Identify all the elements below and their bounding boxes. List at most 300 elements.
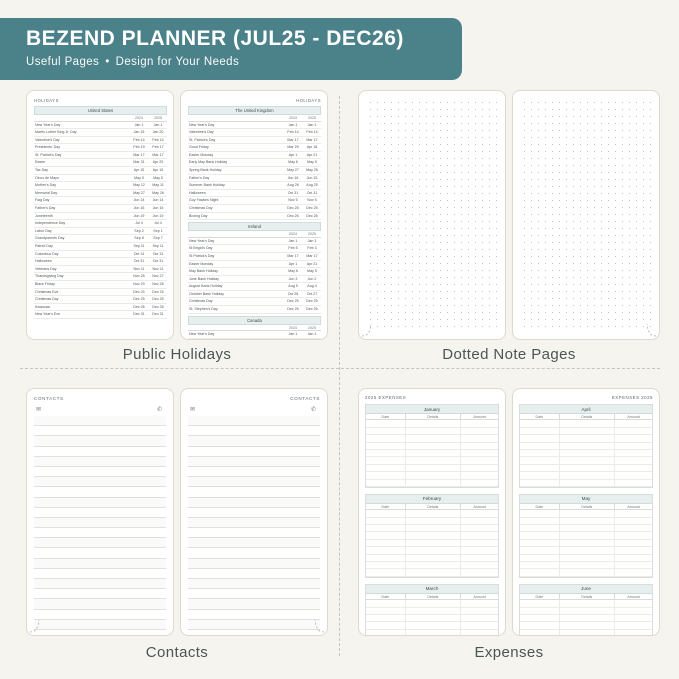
phone-icon: ✆ [310, 407, 316, 413]
contact-entry-line[interactable] [188, 528, 320, 538]
expenses-row[interactable] [366, 457, 498, 464]
holiday-date-2025: Feb 14 [152, 137, 164, 142]
holiday-row [34, 175, 167, 183]
holiday-name: August Bank Holiday [189, 284, 223, 289]
holiday-date-2024: Mar 29 [287, 145, 299, 150]
envelope-icon: ✉ [190, 407, 196, 413]
holiday-date-2024: Jun 3 [288, 276, 298, 281]
page-title: BEZEND PLANNER (JUL25 - DEC26) [26, 27, 404, 50]
holiday-row [34, 266, 167, 274]
holiday-date-2025: Jul 4 [154, 221, 162, 226]
holiday-date-2025: Jun 15 [306, 175, 318, 180]
expenses-row[interactable] [520, 525, 652, 532]
holiday-name: October Bank Holiday [189, 291, 224, 296]
expenses-row[interactable] [520, 457, 652, 464]
holidays-country-label: Canada [188, 316, 321, 325]
holiday-row [34, 304, 167, 312]
holiday-row [34, 273, 167, 281]
expenses-col-date: Date [366, 504, 406, 509]
holiday-row [34, 220, 167, 228]
holiday-date-2025: Dec 31 [152, 312, 164, 317]
holiday-date-2024: Mar 17 [287, 253, 299, 258]
expenses-row[interactable] [520, 555, 652, 562]
holiday-name: Martin Luther King Jr. Day [35, 130, 77, 135]
contact-entry-line[interactable] [34, 426, 166, 436]
holiday-name: June Bank Holiday [189, 276, 219, 281]
expenses-col-details: Details [406, 414, 461, 419]
holiday-date-2025: Aug 4 [307, 284, 317, 289]
contact-entry-line[interactable] [188, 447, 320, 457]
holiday-row [34, 228, 167, 236]
expenses-row[interactable] [520, 540, 652, 547]
holiday-name: New Year's Eve [35, 312, 61, 317]
holiday-row [188, 167, 321, 175]
holiday-name: Easter Monday [189, 261, 214, 266]
expenses-month-name: January [366, 405, 498, 414]
holiday-name: Boxing Day [189, 213, 208, 218]
contact-entry-line[interactable] [188, 630, 320, 636]
expenses-row[interactable] [520, 547, 652, 554]
holidays-right-header-label: HOLIDAYS [296, 98, 321, 103]
contact-entry-line[interactable] [34, 477, 166, 487]
expenses-row[interactable] [366, 608, 498, 615]
expenses-right-header [519, 395, 653, 400]
contact-entry-line[interactable] [34, 538, 166, 548]
holiday-date-2025: Jan 1 [307, 238, 317, 243]
holiday-row [34, 159, 167, 167]
contact-entry-line[interactable] [188, 599, 320, 609]
contact-entry-line[interactable] [188, 559, 320, 569]
contacts-right-header-label: CONTACTS [290, 396, 320, 401]
holiday-date-2025: Nov 28 [152, 281, 164, 286]
holiday-date-2025: Feb 14 [306, 130, 318, 135]
expenses-month-table [365, 404, 499, 488]
holidays-page-right [180, 90, 328, 340]
expenses-right-header-label: EXPENSES 2025 [611, 395, 653, 400]
expenses-row[interactable] [366, 622, 498, 629]
holiday-date-2024: Nov 28 [133, 274, 145, 279]
expenses-row[interactable] [366, 465, 498, 472]
holiday-row [188, 152, 321, 160]
holiday-name: Columbus Day [35, 251, 59, 256]
dot-grid [521, 99, 651, 331]
expenses-month-name: May [520, 495, 652, 504]
caption-public-holidays: Public Holidays [122, 346, 232, 363]
holiday-name: Labor Day [35, 228, 52, 233]
holiday-date-2024: Sep 2 [134, 228, 144, 233]
contacts-left-header-label: CONTACTS [34, 396, 64, 401]
holidays-column-header: 2024 2025 [188, 116, 321, 122]
holiday-date-2024: Mar 17 [133, 152, 145, 157]
holiday-date-2025: Sep 1 [153, 228, 163, 233]
holiday-date-2024: Apr 1 [288, 261, 298, 266]
holiday-date-2025: Jan 20 [152, 130, 164, 135]
expenses-month-table [519, 494, 653, 578]
holiday-name: Christmas Day [35, 297, 59, 302]
contact-entry-line[interactable] [188, 548, 320, 558]
holiday-date-2025: May 26 [306, 168, 318, 173]
holiday-date-2024: Aug 26 [287, 183, 299, 188]
expenses-row[interactable] [366, 420, 498, 427]
dotted-page-right [512, 90, 660, 340]
holiday-date-2025: Jun 14 [152, 198, 164, 203]
contact-entry-line[interactable] [34, 436, 166, 446]
expenses-row[interactable] [520, 615, 652, 622]
holiday-date-2024: Apr 15 [133, 168, 145, 173]
holiday-date-2024: May 6 [288, 269, 298, 274]
holiday-row [188, 175, 321, 183]
contact-entry-line[interactable] [188, 467, 320, 477]
holiday-name: Memorial Day [35, 190, 58, 195]
holiday-row [34, 243, 167, 251]
holiday-date-2025: Oct 13 [152, 251, 164, 256]
holiday-date-2024: Jan 1 [288, 332, 298, 337]
expenses-row[interactable] [366, 435, 498, 442]
expenses-row[interactable] [520, 465, 652, 472]
contact-entry-line[interactable] [34, 599, 166, 609]
expenses-row[interactable] [520, 420, 652, 427]
contact-entry-line[interactable] [188, 436, 320, 446]
holiday-row [34, 289, 167, 297]
holiday-date-2024: Oct 31 [287, 190, 299, 195]
holiday-date-2024: Jan 1 [288, 238, 298, 243]
dotted-spread [358, 90, 660, 340]
contact-entry-line[interactable] [34, 579, 166, 589]
holiday-name: Father's Day [189, 175, 210, 180]
expenses-row[interactable] [366, 450, 498, 457]
holiday-name: St. Patrick's Day [35, 152, 62, 157]
holiday-row [34, 281, 167, 289]
divider-vertical [339, 96, 341, 656]
contact-entry-line[interactable] [188, 457, 320, 467]
expenses-row[interactable] [366, 630, 498, 636]
contact-entry-line[interactable] [34, 528, 166, 538]
holiday-date-2025: Apr 21 [306, 152, 318, 157]
holidays-col-2025: 2025 [154, 116, 162, 120]
expenses-row[interactable] [520, 510, 652, 517]
holiday-date-2025: Dec 25 [306, 299, 318, 304]
contact-entry-line[interactable] [34, 610, 166, 620]
contact-entry-line[interactable] [188, 498, 320, 508]
holiday-date-2025: Mar 17 [152, 152, 164, 157]
expenses-row[interactable] [366, 615, 498, 622]
header-banner [0, 18, 462, 80]
expenses-row[interactable] [366, 510, 498, 517]
expenses-right-months [519, 404, 653, 636]
holidays-right-blocks [188, 106, 321, 340]
contacts-page-left [26, 388, 174, 636]
holiday-name: Good Friday [189, 145, 209, 150]
holiday-row [34, 122, 167, 130]
holiday-name: Easter Monday [189, 152, 214, 157]
expenses-row[interactable] [520, 622, 652, 629]
expenses-col-details: Details [560, 594, 615, 599]
holiday-name: Flag Day [35, 198, 50, 203]
holiday-date-2024: Dec 26 [133, 304, 145, 309]
expenses-row[interactable] [520, 428, 652, 435]
holiday-date-2024: Dec 24 [133, 289, 145, 294]
holiday-row [188, 190, 321, 198]
contact-entry-line[interactable] [188, 610, 320, 620]
contact-entry-line[interactable] [34, 569, 166, 579]
expenses-row[interactable] [520, 608, 652, 615]
holiday-row [34, 296, 167, 304]
holiday-name: Presidents' Day [35, 145, 61, 150]
contacts-left-lines [34, 416, 166, 636]
holiday-name: Spring Bank Holiday [189, 168, 222, 173]
contact-entry-line[interactable] [34, 630, 166, 636]
holiday-date-2024: Aug 5 [288, 284, 298, 289]
holiday-name: Tax Day [35, 168, 48, 173]
holiday-date-2024: Dec 26 [287, 213, 299, 218]
holiday-row [34, 182, 167, 190]
expenses-row[interactable] [366, 480, 498, 487]
holiday-date-2024: Oct 14 [133, 251, 145, 256]
contact-entry-line[interactable] [34, 416, 166, 426]
holiday-name: May Bank Holiday [189, 269, 218, 274]
expenses-row[interactable] [366, 525, 498, 532]
holiday-row [34, 144, 167, 152]
expenses-row[interactable] [366, 600, 498, 607]
expenses-row[interactable] [366, 562, 498, 569]
expenses-row[interactable] [520, 443, 652, 450]
holiday-date-2025: Nov 27 [152, 274, 164, 279]
contact-entry-line[interactable] [34, 457, 166, 467]
holiday-date-2024: Dec 25 [287, 206, 299, 211]
holidays-page-left [26, 90, 174, 340]
holiday-row [188, 238, 321, 246]
holidays-left-rows [34, 122, 167, 319]
holiday-date-2025: Dec 25 [152, 297, 164, 302]
holiday-name: St Patrick's Day [189, 253, 215, 258]
contact-entry-line[interactable] [34, 589, 166, 599]
expenses-col-details: Details [406, 594, 461, 599]
contacts-left-header [34, 396, 166, 401]
holiday-row [188, 339, 321, 340]
holiday-name: Christmas Day [189, 299, 213, 304]
banner-subtitle-separator: • [105, 56, 110, 68]
holiday-date-2025: Sep 7 [153, 236, 163, 241]
holiday-date-2024: Nov 29 [133, 281, 145, 286]
contact-entry-line[interactable] [34, 620, 166, 630]
contact-entry-line[interactable] [188, 579, 320, 589]
expenses-row[interactable] [366, 472, 498, 479]
contact-entry-line[interactable] [188, 620, 320, 630]
holiday-name: Valentine's Day [35, 137, 60, 142]
holiday-date-2024: May 27 [133, 190, 145, 195]
holiday-date-2024: May 12 [133, 183, 145, 188]
holiday-date-2025: Dec 26 [306, 213, 318, 218]
envelope-icon: ✉ [36, 407, 42, 413]
holiday-date-2024: Jul 4 [135, 221, 143, 226]
holiday-date-2024: Sep 8 [134, 236, 144, 241]
holiday-date-2024: Oct 28 [287, 291, 299, 296]
expenses-month-table [365, 584, 499, 636]
holiday-date-2025: Dec 26 [152, 304, 164, 309]
holiday-date-2024: Jun 19 [133, 213, 145, 218]
holiday-date-2024: Feb 19 [133, 145, 145, 150]
expenses-row[interactable] [520, 630, 652, 636]
holiday-date-2025: Aug 25 [306, 183, 318, 188]
holiday-date-2024: Dec 25 [133, 297, 145, 302]
contact-entry-line[interactable] [188, 487, 320, 497]
holiday-name: Easter [35, 160, 46, 165]
holiday-date-2025: Apr 15 [152, 168, 164, 173]
contact-entry-line[interactable] [34, 447, 166, 457]
expenses-row[interactable] [520, 480, 652, 487]
holiday-date-2025: Jun 2 [307, 276, 317, 281]
contact-entry-line[interactable] [34, 518, 166, 528]
expenses-row[interactable] [366, 428, 498, 435]
contact-entry-line[interactable] [34, 559, 166, 569]
holidays-country-label: United States [34, 106, 167, 115]
holidays-column-header: 2024 2025 [188, 232, 321, 238]
expenses-month-name: June [520, 585, 652, 594]
contact-entry-line[interactable] [34, 498, 166, 508]
expenses-month-name: February [366, 495, 498, 504]
holiday-date-2025: Jan 1 [153, 122, 163, 127]
expenses-row[interactable] [520, 562, 652, 569]
holiday-name: New Year's Day [35, 122, 61, 127]
contact-entry-line[interactable] [34, 548, 166, 558]
expenses-row[interactable] [520, 532, 652, 539]
holiday-name: St Brigid's Day [189, 246, 213, 251]
contact-entry-line[interactable] [34, 487, 166, 497]
holiday-name: Veterans Day [35, 266, 57, 271]
contact-entry-line[interactable] [188, 569, 320, 579]
expenses-left-header-label: 2025 EXPENSES [365, 395, 407, 400]
expenses-row[interactable] [366, 540, 498, 547]
holiday-name: Cinco de Mayo [35, 175, 59, 180]
holiday-row [34, 129, 167, 137]
holiday-date-2024: May 27 [287, 168, 299, 173]
expenses-col-amount: Amount [627, 504, 640, 509]
contact-entry-line[interactable] [188, 518, 320, 528]
holiday-name: Juneteenth [35, 213, 53, 218]
contact-entry-line[interactable] [188, 426, 320, 436]
expenses-col-amount: Amount [473, 594, 486, 599]
contact-entry-line[interactable] [188, 538, 320, 548]
holiday-date-2025: Feb 3 [307, 246, 317, 251]
holiday-name: Christmas Day [189, 206, 213, 211]
expenses-row[interactable] [366, 532, 498, 539]
phone-icon: ✆ [156, 407, 162, 413]
holiday-date-2025: Jan 1 [307, 332, 317, 337]
holiday-date-2025: Mar 17 [306, 253, 318, 258]
expenses-row[interactable] [366, 555, 498, 562]
holidays-column-header: 2024 2025 [188, 326, 321, 332]
expenses-col-date: Date [366, 414, 406, 419]
holiday-name: Christmas Eve [35, 289, 59, 294]
contacts-spread [26, 388, 328, 636]
caption-expenses: Expenses [474, 644, 544, 661]
expenses-col-amount: Amount [473, 504, 486, 509]
expenses-row[interactable] [520, 472, 652, 479]
expenses-row[interactable] [366, 518, 498, 525]
expenses-row[interactable] [520, 518, 652, 525]
holiday-date-2025: May 5 [307, 269, 317, 274]
holiday-row [34, 167, 167, 175]
contact-entry-line[interactable] [188, 589, 320, 599]
expenses-col-date: Date [520, 504, 560, 509]
contact-entry-line[interactable] [34, 467, 166, 477]
expenses-row[interactable] [366, 569, 498, 576]
holiday-row [188, 331, 321, 339]
holiday-date-2024: Mar 17 [287, 137, 299, 142]
expenses-month-name: April [520, 405, 652, 414]
holiday-row [188, 283, 321, 291]
holiday-row [34, 197, 167, 205]
holiday-name: New Year's Day [189, 332, 215, 337]
holiday-date-2024 [283, 339, 303, 340]
holiday-date-2024: Jun 16 [133, 206, 145, 211]
contacts-right-lines [188, 416, 320, 636]
holiday-row [188, 268, 321, 276]
holiday-date-2025: Oct 31 [152, 259, 164, 264]
holiday-row [188, 245, 321, 253]
contacts-page-right [180, 388, 328, 636]
contact-entry-line[interactable] [188, 416, 320, 426]
contact-entry-line[interactable] [188, 477, 320, 487]
holiday-row [188, 253, 321, 261]
holiday-row [188, 298, 321, 306]
contact-entry-line[interactable] [34, 508, 166, 518]
contacts-icon-row [188, 406, 320, 415]
holiday-row [188, 129, 321, 137]
holiday-date-2024: Apr 1 [288, 152, 298, 157]
holiday-date-2025: Nov 11 [152, 266, 164, 271]
holiday-name: Halloween [189, 190, 206, 195]
expenses-row[interactable] [366, 547, 498, 554]
holiday-date-2024: Jan 1 [288, 122, 298, 127]
holiday-row [188, 276, 321, 284]
holiday-name: Valentine's Day [189, 130, 214, 135]
holiday-date-2025: Apr 21 [306, 261, 318, 266]
holiday-date-2025: Jun 19 [152, 213, 164, 218]
expenses-row[interactable] [520, 569, 652, 576]
holiday-row [188, 197, 321, 205]
holiday-date-2024: Jun 14 [133, 198, 145, 203]
expenses-row[interactable] [520, 600, 652, 607]
expenses-month-name: March [366, 585, 498, 594]
holiday-date-2024: Jun 16 [287, 175, 299, 180]
holiday-row [188, 205, 321, 213]
holiday-name: Early May Bank Holiday [189, 160, 228, 165]
expenses-row[interactable] [520, 450, 652, 457]
expenses-row[interactable] [366, 443, 498, 450]
holiday-date-2025: May 5 [307, 160, 317, 165]
holiday-row [188, 137, 321, 145]
holiday-date-2025: Dec 25 [306, 206, 318, 211]
expenses-page-left [358, 388, 506, 636]
holiday-name: St. Stephen's Day [189, 307, 218, 312]
holiday-date-2025: Apr 20 [152, 160, 164, 165]
holidays-country-label: The United Kingdom [188, 106, 321, 115]
expenses-col-amount: Amount [627, 594, 640, 599]
holiday-name: Independence Day [35, 221, 66, 226]
holiday-name: Kwanzaa [35, 304, 50, 309]
contact-entry-line[interactable] [188, 508, 320, 518]
holiday-date-2024: Dec 25 [287, 299, 299, 304]
expenses-row[interactable] [520, 435, 652, 442]
dot-grid [367, 99, 497, 331]
holiday-row [34, 235, 167, 243]
holiday-row [188, 291, 321, 299]
holidays-country-label: Ireland [188, 222, 321, 231]
holiday-name: Father's Day [35, 206, 56, 211]
divider-horizontal [20, 368, 660, 370]
holiday-name: Black Friday [35, 281, 55, 286]
